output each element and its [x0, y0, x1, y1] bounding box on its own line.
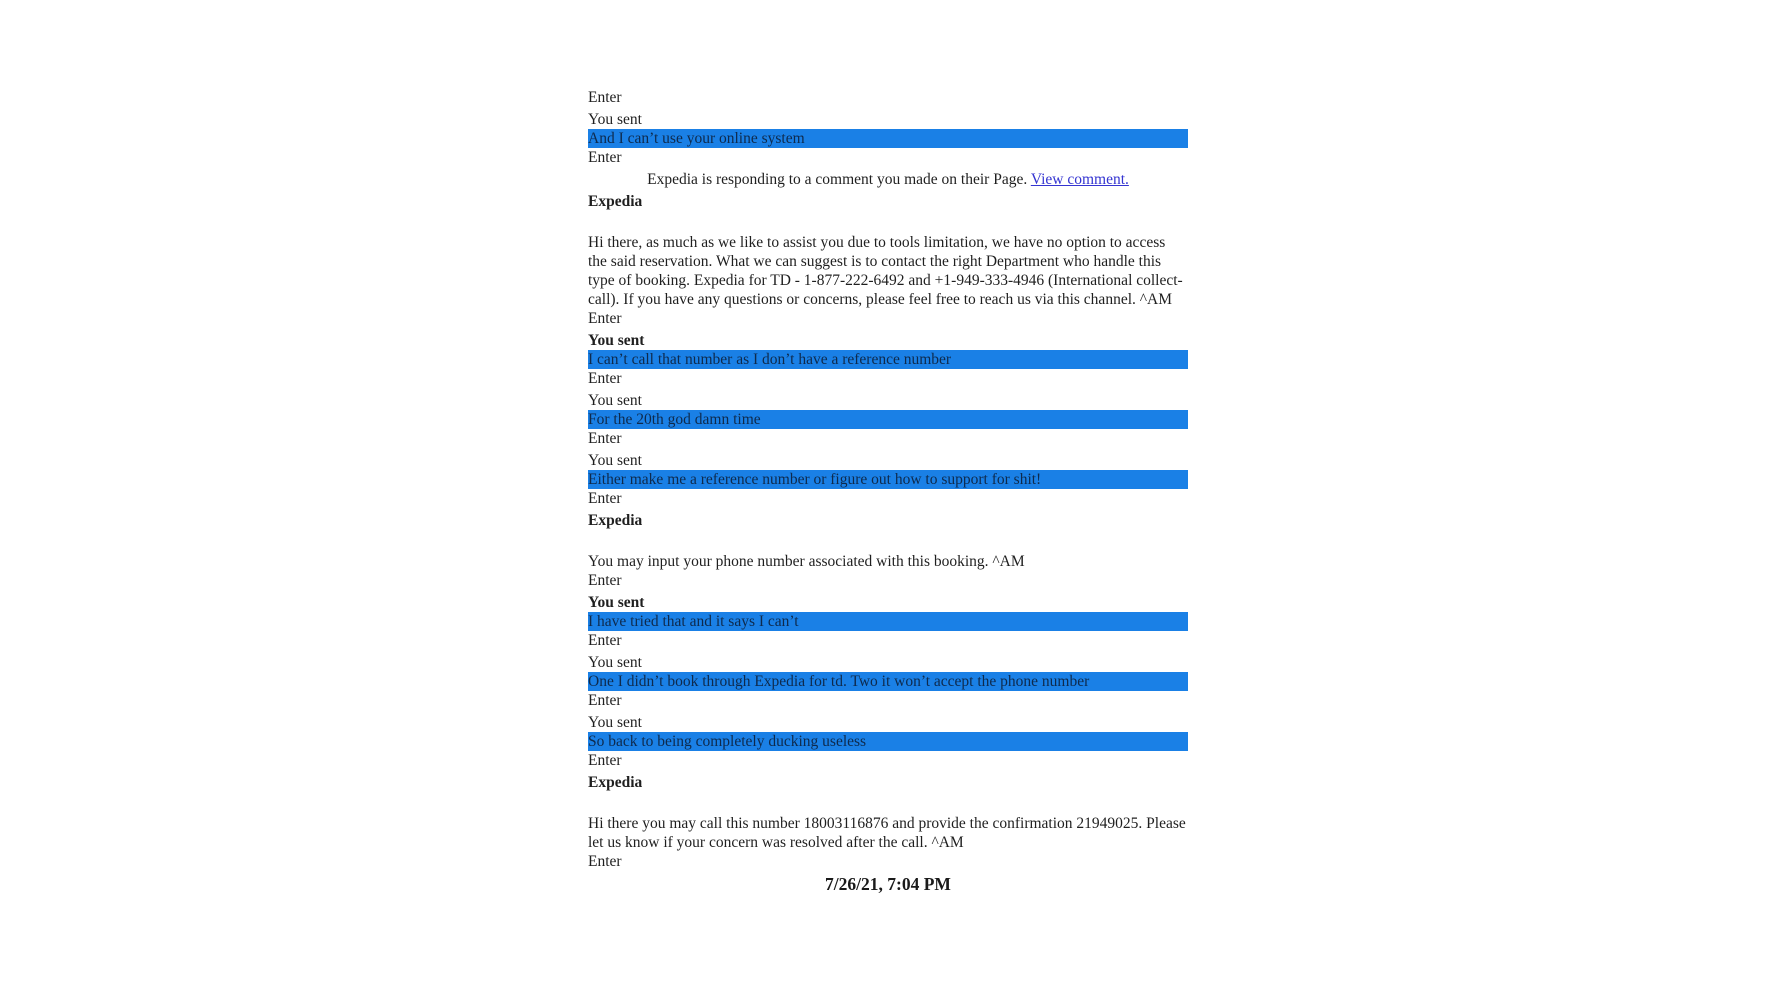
enter-line: Enter [588, 572, 622, 589]
highlighted-message: One I didn’t book through Expedia for td. Two it won’t accept the phone number [588, 672, 1188, 691]
page-notice [588, 170, 1188, 189]
highlighted-message: And I can’t use your online system [588, 129, 1188, 148]
sender-label-expedia: Expedia [588, 774, 643, 791]
highlighted-message: I can’t call that number as I don’t have a reference number [588, 350, 1188, 369]
view-comment-link[interactable]: View comment. [1030, 171, 1129, 188]
enter-line: Enter [588, 149, 622, 166]
blank-line [588, 530, 1188, 552]
chat-transcript [588, 88, 1188, 895]
sender-label-you: You sent [588, 111, 642, 128]
expedia-message: You may input your phone number associated with this booking. ^AM [588, 553, 1025, 570]
highlighted-message: Either make me a reference number or figure out how to support for shit! [588, 470, 1188, 489]
enter-line: Enter [588, 632, 622, 649]
sender-label-you: You sent [588, 594, 645, 611]
sender-label-expedia: Expedia [588, 193, 643, 210]
enter-line: Enter [588, 752, 622, 769]
enter-line: Enter [588, 89, 622, 106]
sender-label-you: You sent [588, 332, 645, 349]
sender-label-you: You sent [588, 452, 642, 469]
enter-line: Enter [588, 853, 622, 870]
sender-label-expedia: Expedia [588, 512, 643, 529]
enter-line: Enter [588, 692, 622, 709]
enter-line: Enter [588, 370, 622, 387]
sender-label-you: You sent [588, 714, 642, 731]
blank-line [588, 211, 1188, 233]
highlighted-message: I have tried that and it says I can’t [588, 612, 1188, 631]
highlighted-message: For the 20th god damn time [588, 410, 1188, 429]
enter-line: Enter [588, 310, 622, 327]
timestamp: 7/26/21, 7:04 PM [825, 874, 951, 894]
enter-line: Enter [588, 490, 622, 507]
sender-label-you: You sent [588, 654, 642, 671]
expedia-message: Hi there, as much as we like to assist you due to tools limitation, we have no option to access the said reservation. What we can suggest is to contact the right Department who handle this type of booking. Expedia for TD - 1-877-222-6492 and +1-949-333-4946 (International collect-call). If you have any questions or concerns, please feel free to reach us via this channel. ^AM [588, 234, 1183, 308]
expedia-message: Hi there you may call this number 18003116876 and provide the confirmation 21949025. Please let us know if your concern was resolved after the call. ^AM [588, 815, 1186, 851]
enter-line: Enter [588, 430, 622, 447]
sender-label-you: You sent [588, 392, 642, 409]
highlighted-message: So back to being completely ducking useless [588, 732, 1188, 751]
page-notice-text: Expedia is responding to a comment you made on their Page. [647, 171, 1028, 188]
blank-line [588, 792, 1188, 814]
